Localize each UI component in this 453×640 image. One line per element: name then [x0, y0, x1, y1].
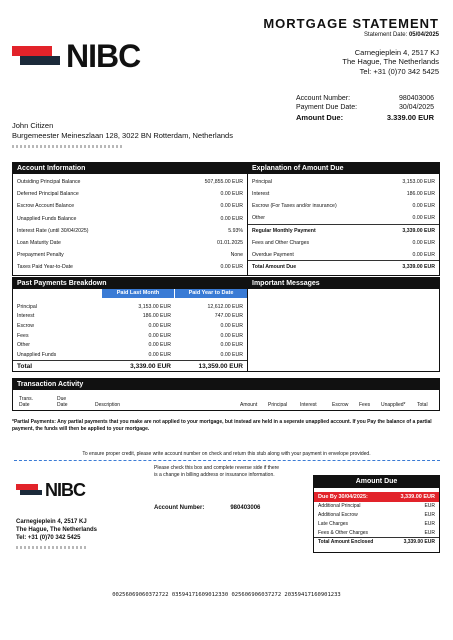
label: Account Number: — [296, 95, 351, 102]
transaction-title: Transaction Activity — [13, 379, 439, 390]
row-label: Principal — [252, 179, 272, 186]
value: 3.339.00 EUR — [386, 112, 434, 122]
partial-payments-note: *Partial Payments: Any partial payments that you make are not applied to your mortgage, but instead are held in a seperate unapplied account. If you Pay the balance of a partial payment, the funds will then be applied to your mortgage. — [12, 419, 432, 432]
row-value: 0.00 EUR — [220, 203, 243, 210]
transaction-header — [13, 390, 439, 410]
value: 30/04/2025 — [398, 104, 434, 112]
row-value: 0.00 EUR — [220, 264, 243, 271]
statement-date-label: Statement Date: — [363, 32, 408, 38]
address-line: The Hague, The Netherlands — [16, 527, 98, 534]
row-label: Deferred Principal Balance — [17, 191, 79, 198]
row-value: 01.01.2025 — [217, 240, 243, 247]
row-value-last: 0.00 EUR — [148, 342, 171, 349]
table-row — [248, 237, 439, 249]
total-label: Total — [17, 362, 33, 370]
stub-nibc-logo — [16, 481, 85, 499]
redacted-line — [16, 546, 86, 549]
page-title: MORTGAGE STATEMENT — [263, 16, 439, 31]
account-info-section — [12, 162, 440, 276]
past-payments-panel — [13, 278, 248, 371]
h-unapplied: Unapplied* — [381, 402, 406, 408]
table-row — [13, 176, 247, 188]
past-payments-header — [13, 289, 247, 298]
table-row — [13, 261, 247, 273]
row-label: Total Amount Enclosed — [318, 539, 374, 546]
stub-account — [154, 505, 260, 511]
label: Amount Due: — [296, 112, 344, 122]
h-text: Due — [57, 396, 67, 402]
row-value: 5.93% — [228, 227, 243, 234]
row-label: Total Amount Due — [252, 264, 297, 271]
table-row — [13, 237, 247, 249]
h-total: Total — [417, 402, 428, 408]
table-row — [314, 511, 439, 520]
amount-due-rows — [314, 502, 439, 546]
table-row — [314, 502, 439, 511]
explanation-panel — [248, 163, 439, 275]
h-text: Trans. — [19, 396, 33, 402]
row-value: EUR — [424, 520, 435, 527]
table-row — [13, 331, 247, 341]
table-row — [314, 537, 439, 546]
row-label: Interest Rate (until 30/04/2025) — [17, 227, 89, 234]
due-by-row — [314, 492, 439, 502]
total-ytd: 13,359.00 EUR — [198, 362, 243, 370]
statement-date — [364, 32, 439, 38]
address-line: Tel: +31 (0)70 342 5425 — [16, 535, 81, 542]
account-number-row — [296, 94, 434, 103]
row-label: Fees & Other Charges — [318, 529, 369, 536]
past-payments-total — [13, 360, 247, 371]
row-value: 0.00 EUR — [220, 215, 243, 222]
past-payments-section — [12, 277, 440, 372]
address-line: Carnegieplein 4, 2517 KJ — [16, 519, 87, 525]
nibc-logo-mark-icon — [16, 482, 42, 498]
row-value: EUR — [424, 512, 435, 519]
row-value: 3,339.00 EUR — [403, 539, 435, 546]
row-label: Additional Principal — [318, 503, 361, 510]
row-label: Fees and Other Charges — [252, 240, 310, 247]
table-row — [314, 528, 439, 537]
nibc-logo-mark-icon — [12, 43, 60, 69]
label: Payment Due Date: — [296, 104, 358, 112]
h-interest: Interest — [300, 402, 317, 408]
row-value: EUR — [424, 503, 435, 510]
row-label: Additional Escrow — [318, 512, 358, 519]
h-trans-date — [19, 397, 57, 408]
amount-due-row — [296, 113, 434, 123]
table-row — [248, 200, 439, 212]
row-value: EUR — [424, 529, 435, 536]
row-label: Overdue Payment — [252, 251, 294, 258]
stub-instruction: To ensure proper credit, please write account number on check and return this stub along with your payment in envelope provided. — [82, 451, 371, 457]
due-by-label: Due By 30/04/2025: — [318, 494, 368, 500]
h-text: Date — [19, 401, 30, 408]
nibc-logo — [12, 40, 140, 72]
row-value-last: 0.00 EUR — [148, 322, 171, 329]
row-value-last: 186.00 EUR — [142, 313, 171, 320]
row-value: 3,153.00 EUR — [402, 179, 435, 186]
customer-info — [12, 121, 233, 148]
micr-line: 00256069060372722 03594171609012330 025606906037272 20359417160901233 — [112, 592, 341, 598]
row-label: Other — [17, 342, 30, 349]
row-value: 0.00 EUR — [412, 251, 435, 258]
address-line: The Hague, The Netherlands — [342, 57, 439, 67]
account-summary — [296, 94, 434, 123]
redacted-line — [12, 145, 122, 148]
value: 980403006 — [398, 95, 434, 102]
row-value: 0.00 EUR — [412, 240, 435, 247]
h-text: Date — [57, 401, 68, 408]
table-row — [248, 176, 439, 188]
table-row — [13, 249, 247, 261]
address-line: Carnegieplein 4, 2517 KJ — [354, 48, 439, 57]
table-row — [13, 200, 247, 212]
cut-line — [14, 460, 440, 461]
h-principal: Principal — [268, 402, 288, 408]
table-row — [13, 340, 247, 350]
table-row — [13, 302, 247, 312]
col-paid-ytd: Paid Year to Date — [175, 289, 247, 298]
past-payments-title: Past Payments Breakdown — [13, 278, 247, 289]
row-label: Prepayment Penalty — [17, 252, 64, 259]
address-line: Tel: +31 (0)70 342 5425 — [359, 66, 439, 76]
table-row — [314, 520, 439, 529]
amount-due-box — [313, 475, 440, 553]
row-label: Interest — [17, 313, 35, 320]
table-row — [248, 188, 439, 200]
row-label: Other — [252, 215, 265, 222]
row-value: 3,339.00 EUR — [402, 264, 435, 271]
logo-text: NIBC — [66, 38, 141, 74]
account-info-rows — [13, 174, 247, 274]
h-escrow: Escrow — [332, 402, 349, 408]
table-row — [248, 249, 439, 261]
total-last: 3,339.00 EUR — [130, 362, 171, 370]
note-line: Please check this box and complete reverse side if there — [154, 465, 280, 471]
transaction-activity — [12, 378, 440, 411]
table-row — [13, 225, 247, 237]
billing-change-note — [154, 465, 279, 478]
row-value-last: 0.00 EUR — [148, 351, 171, 358]
row-label: Unapplied Funds Balance — [17, 215, 77, 222]
past-payments-rows — [13, 298, 247, 360]
messages-title: Important Messages — [248, 278, 439, 289]
row-value-ytd: 0.00 EUR — [220, 332, 243, 339]
row-value-last: 3,153.00 EUR — [138, 303, 171, 310]
statement-date-value: 05/04/2025 — [408, 32, 439, 38]
amount-due-title: Amount Due — [314, 476, 439, 488]
row-value: 0.00 EUR — [220, 191, 243, 198]
row-label: Escrow — [17, 322, 35, 329]
table-row — [13, 213, 247, 225]
row-value-last: 0.00 EUR — [148, 332, 171, 339]
row-value-ytd: 0.00 EUR — [220, 351, 243, 358]
table-row — [13, 350, 247, 360]
stub-account-label: Account Number: — [154, 505, 205, 511]
row-label: Fees — [17, 332, 29, 339]
row-label: Outsiding Principal Balance — [17, 179, 81, 186]
row-label: Late Charges — [318, 520, 349, 527]
explanation-rows — [248, 174, 439, 274]
row-label: Interest — [252, 191, 270, 198]
note-line: is a change in billing address or insurance information. — [154, 471, 275, 478]
customer-address: Burgemeester Meineszlaan 128, 3022 BN Rotterdam, Netherlands — [12, 130, 233, 140]
row-label: Principal — [17, 303, 37, 310]
table-row — [248, 261, 439, 273]
row-label: Regular Monthly Payment — [252, 227, 316, 234]
row-value-ytd: 747.00 EUR — [214, 313, 243, 320]
h-fees: Fees — [359, 402, 371, 408]
customer-name: John Citizen — [12, 121, 54, 130]
row-value-ytd: 0.00 EUR — [220, 322, 243, 329]
row-value: 0.00 EUR — [412, 215, 435, 222]
table-row — [13, 321, 247, 331]
table-row — [13, 312, 247, 322]
bank-address — [342, 48, 439, 76]
table-row — [248, 213, 439, 225]
row-label: Unapplied Funds — [17, 351, 57, 358]
logo-text: NIBC — [45, 480, 85, 500]
table-row — [248, 225, 439, 237]
row-value: None — [230, 252, 243, 259]
account-info-title: Account Information — [13, 163, 247, 174]
due-date-row — [296, 103, 434, 112]
row-value: 3,339.00 EUR — [402, 227, 435, 234]
row-label: Taxes Paid Year-to-Date — [17, 264, 73, 271]
row-label: Loan Maturity Date — [17, 240, 61, 247]
row-value-ytd: 0.00 EUR — [220, 342, 243, 349]
row-label: Escrow (For Taxes and/or insurance) — [252, 203, 337, 210]
due-by-value: 3,339.00 EUR — [400, 494, 435, 500]
row-label: Escrow Account Balance — [17, 203, 75, 210]
h-description: Description — [95, 402, 121, 408]
table-row — [13, 188, 247, 200]
stub-account-number: 980403006 — [230, 505, 261, 511]
row-value: 507,855.00 EUR — [204, 179, 243, 186]
stub-address — [16, 518, 97, 542]
row-value: 186.00 EUR — [406, 191, 435, 198]
messages-panel — [248, 278, 439, 371]
account-info-panel — [13, 163, 248, 275]
col-paid-last-month: Paid Last Month — [102, 289, 174, 298]
row-value-ytd: 12,612.00 EUR — [207, 303, 243, 310]
explanation-title: Explanation of Amount Due — [248, 163, 439, 174]
h-amount: Amount — [240, 402, 258, 408]
h-due-date — [57, 397, 95, 408]
row-value: 0.00 EUR — [412, 203, 435, 210]
